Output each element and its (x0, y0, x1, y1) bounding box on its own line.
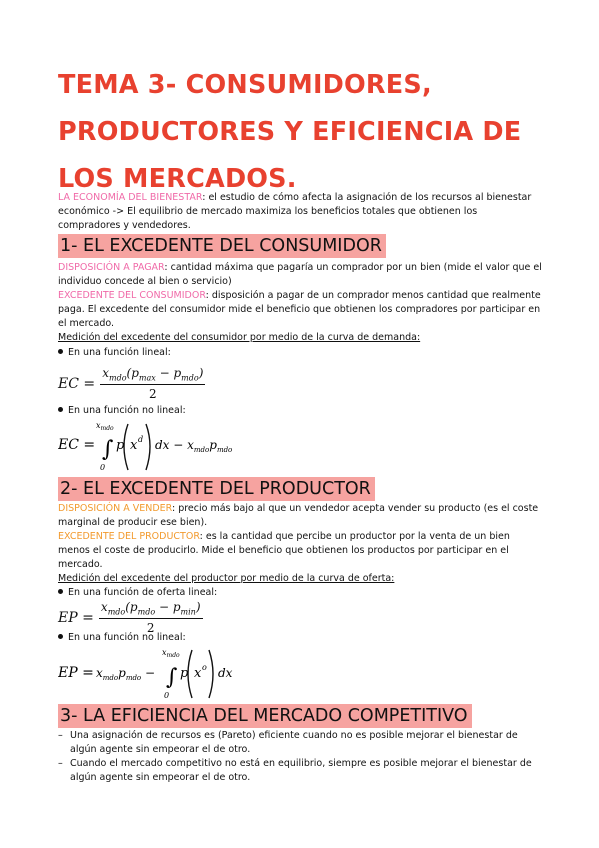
formula-ep-numerator: $x_{mdo}(p_{mdo} - p_{min})$ (99, 600, 203, 619)
svg-text:o: o (202, 663, 207, 672)
s1-bullet2-text: En una función no lineal: (68, 405, 186, 416)
section-2-heading: 2- EL EXCEDENTE DEL PRODUCTOR (58, 477, 375, 501)
s1-definition-1 (58, 261, 542, 289)
svg-text:∫: ∫ (166, 665, 178, 690)
intro-paragraph (58, 191, 542, 233)
bullet-dot-icon (58, 589, 63, 594)
svg-text:dx − xmdopmdo: dx − $x_{mdo}p_{mdo}$ (155, 438, 233, 454)
svg-text:xmdopmdo −: $x_{mdo}p_{mdo}$ − (96, 666, 156, 682)
svg-text:EP =: EP = (58, 665, 94, 681)
svg-text:0: 0 (164, 691, 170, 700)
s1-measure-heading: Medición del excedente del consumidor por medio de la curva de demanda: (58, 332, 421, 343)
s2-def1-term: DISPOSICIÓN A VENDER (58, 503, 172, 514)
s1-bullet1-text: En una función lineal: (68, 347, 171, 358)
s1-def2-text: : disposición a pagar de un comprador menos cantidad que realmente paga. El excedente del consumidor mide el beneficio que obtienen los compradores por participar en el mercado. (58, 290, 541, 329)
bullet-dot-icon (58, 407, 63, 412)
title-line-3: LOS MERCADOS. (58, 164, 297, 194)
s3-item2-text: Cuando el mercado competitivo no está en equilibrio, siempre es posible mejorar el bienestar de algún agente sin empeorar el de otro. (70, 758, 532, 783)
s2-definition-2 (58, 530, 542, 572)
formula-ec-numerator: $x_{mdo}(p_{max} - p_{mdo})$ (100, 366, 205, 385)
s1-bullet-nonlinear (58, 404, 186, 418)
s1-definition-2 (58, 289, 542, 331)
formula-ec-lhs: EC = (58, 376, 96, 393)
svg-text:xmdo: $x_{mdo}$ (96, 421, 114, 432)
s2-bullet1-text: En una función de oferta lineal: (68, 587, 218, 598)
s2-def2-text: : es la cantidad que percibe un productor por la venta de un bien menos el coste de producirlo. Mide el beneficio que obtienen los productos por participar en el mercado. (58, 531, 510, 570)
s1-def1-term: DISPOSICIÓN A PAGAR (58, 262, 165, 273)
s2-definition-1 (58, 502, 542, 530)
svg-text:d: d (138, 435, 144, 444)
formula-ec-denominator: 2 (148, 387, 157, 402)
svg-text:p: p (116, 438, 125, 453)
bullet-dot-icon (58, 634, 63, 639)
s2-bullet-linear (58, 586, 217, 600)
formula-ec-integral (58, 418, 298, 474)
section-3-heading: 3- LA EFICIENCIA DEL MERCADO COMPETITIVO (58, 704, 472, 728)
document-title (58, 62, 544, 203)
svg-text:∫: ∫ (102, 437, 114, 462)
svg-text:x: x (194, 666, 202, 681)
svg-text:x: x (130, 438, 138, 453)
s3-item-2 (58, 757, 544, 785)
svg-text:dx: dx (218, 666, 233, 680)
s2-bullet-nonlinear (58, 631, 186, 645)
formula-ec-linear (58, 366, 205, 401)
formula-ec-integral-svg (58, 418, 298, 474)
intro-text: : el estudio de cómo afecta la asignación de los recursos al bienestar económico -> El equilibrio de mercado maximiza los beneficios totales que obtienen los compradores y vendedores. (58, 192, 532, 231)
s1-bullet-linear (58, 346, 171, 360)
dash-bullet-icon: – (58, 730, 63, 741)
s2-def2-term: EXCEDENTE DEL PRODUCTOR (58, 531, 200, 542)
svg-text:EC =: EC = (58, 437, 96, 453)
section-1-heading: 1- EL EXCEDENTE DEL CONSUMIDOR (58, 234, 386, 258)
s1-def1-text: : cantidad máxima que pagaría un comprador por un bien (mide el valor que el individuo concede al bien o servicio) (58, 262, 542, 287)
formula-ec-fraction (100, 366, 205, 401)
formula-ep-integral-svg (58, 644, 298, 702)
title-line-2: PRODUCTORES Y EFICIENCIA DE (58, 117, 522, 147)
title-line-1: TEMA 3- CONSUMIDORES, (58, 70, 432, 100)
s2-measure-heading: Medición del excedente del productor por medio de la curva de oferta: (58, 573, 395, 584)
formula-ep-denominator: 2 (146, 621, 155, 636)
s3-item1-text: Una asignación de recursos es (Pareto) eficiente cuando no es posible mejorar el bienestar de algún agente sin empeorar el de otro. (70, 730, 518, 755)
svg-text:p: p (180, 666, 189, 681)
s2-bullet2-text: En una función no lineal: (68, 632, 186, 643)
formula-ep-integral (58, 644, 298, 702)
dash-bullet-icon: – (58, 758, 63, 769)
bullet-dot-icon (58, 349, 63, 354)
formula-ep-lhs: EP = (58, 610, 94, 627)
svg-text:xmdo: $x_{mdo}$ (162, 648, 180, 659)
s2-def1-text: : precio más bajo al que un vendedor acepta vender su producto (es el coste marginal de producir ese bien). (58, 503, 539, 528)
s1-def2-term: EXCEDENTE DEL CONSUMIDOR (58, 290, 206, 301)
s3-item-1 (58, 729, 544, 757)
svg-text:0: 0 (100, 463, 106, 472)
intro-term: LA ECONOMÍA DEL BIENESTAR (58, 192, 203, 203)
